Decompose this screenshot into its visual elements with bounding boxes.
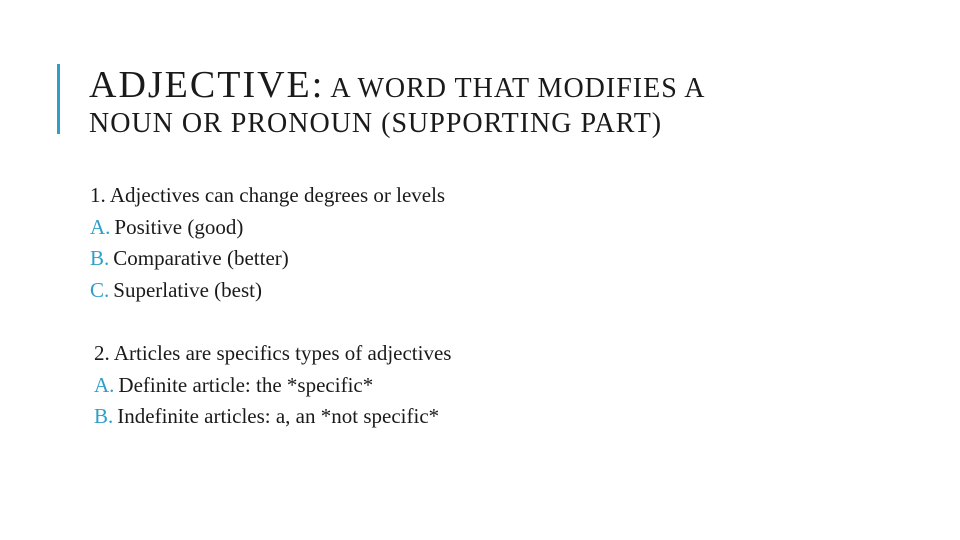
section-degrees	[90, 180, 790, 306]
section-heading: 2. Articles are specifics types of adjectives	[94, 341, 452, 365]
slide-body	[90, 180, 790, 433]
list-item-text: Positive (good)	[114, 214, 244, 239]
list-item	[94, 401, 790, 433]
list-item	[90, 212, 790, 244]
list-marker: B.	[90, 246, 110, 270]
list-item-text: Indefinite articles: a, an *not specific*	[117, 404, 440, 428]
list-marker: C.	[90, 277, 110, 302]
title-line-1	[89, 66, 929, 104]
list-item-text: Comparative (better)	[113, 246, 289, 270]
list-marker: B.	[94, 404, 114, 428]
list-marker: A.	[94, 372, 115, 397]
title-term: ADJECTIVE:	[89, 64, 325, 106]
list-item-text: Definite article: the *specific*	[118, 372, 374, 397]
section-spacer	[90, 306, 790, 338]
list-item	[94, 370, 790, 402]
section-articles	[90, 338, 790, 433]
list-item	[90, 275, 790, 307]
title-accent-bar	[57, 64, 60, 134]
title-definition-part-1: A WORD THAT MODIFIES A	[330, 73, 706, 104]
section-heading: 1. Adjectives can change degrees or levels	[90, 183, 446, 207]
list-item-text: Superlative (best)	[113, 277, 262, 302]
list-marker: A.	[90, 214, 111, 239]
list-item	[90, 243, 790, 275]
title-definition-part-2: NOUN OR PRONOUN (SUPPORTING PART)	[89, 108, 663, 139]
slide-title	[89, 66, 929, 138]
